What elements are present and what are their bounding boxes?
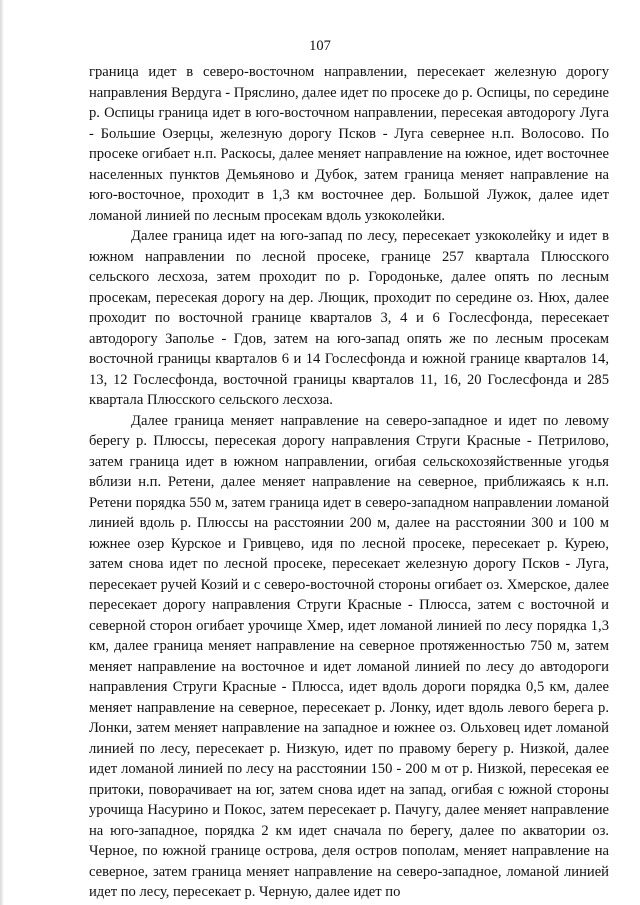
page-edge-shadow (0, 0, 4, 905)
document-body (89, 62, 609, 903)
paragraph: Далее граница идет на юго-запад по лесу, пересекает узкоколейку и идет в южном направлении по лесной просеке, границе 257 квартала Плюсского сельского лесхоза, затем проходит по р. Городоньке, далее опять по лесным просекам, пересекая дорогу на дер. Лющик, проходит по середине оз. Нюх, далее проходит по восточной границе кварталов 3, 4 и 6 Гослесфонда, пересекает автодорогу Заполье - Гдов, затем на юго-запад опять же по лесным просекам восточной границы кварталов 6 и 14 Гослесфонда и южной границе кварталов 14, 13, 12 Гослесфонда, восточной границы кварталов 11, 16, 20 Гослесфонда и 285 квартала Плюсского сельского лесхоза. (89, 228, 609, 408)
paragraph-continuation: граница идет в северо-восточном направлении, пересекает железную дорогу направления Вердуга - Пряслино, далее идет по просеке до р. Оспицы, по середине р. Оспицы граница идет в юго-восточном направлении, пересекая автодорогу Луга - Большие Озерцы, железную дорогу Псков - Луга севернее н.п. Волосово. По просеке огибает н.п. Раскосы, далее меняет направление на южное, идет восточнее населенных пунктов Демьяново и Дубок, затем граница меняет направление на юго-восточное, проходит в 1,3 км восточнее дер. Большой Лужок, далее идет ломаной линией по лесным просекам вдоль узкоколейки. (89, 64, 609, 224)
page-number: 107 (309, 38, 331, 54)
paragraph: Далее граница меняет направление на северо-западное и идет по левому берегу р. Плюссы, пересекая дорогу направления Струги Красные - Петрилово, затем граница идет в южном направлении, огибая сельскохозяйственные угодья вблизи н.п. Ретени, далее меняет направление на северное, приближаясь к н.п. Ретени порядка 550 м, затем граница идет в северо-западном направлении ломаной линией вдоль р. Плюссы на расстоянии 200 м, далее на расстоянии 300 и 100 м южнее озер Курское и Гривцево, идя по лесной просеке, пересекает р. Курею, затем снова идет по лесной просеке, пересекает железную дорогу Псков - Луга, пересекает ручей Козий и с северо-восточной стороны огибает оз. Хмерское, далее пересекает дорогу направления Струги Красные - Плюсса, затем с восточной и северной сторон огибает урочище Хмер, идет ломаной линией по лесу порядка 1,3 км, далее граница меняет направление на северное протяженностью 750 м, затем меняет направление на восточное и идет ломаной линией по лесу до автодороги направления Струги Красные - Плюсса, идет вдоль дороги порядка 0,5 км, далее меняет направление на северное, пересекает р. Лонку, идет вдоль левого берега р. Лонки, затем меняет направление на западное и южнее оз. Ольховец идет ломаной линией по лесу, пересекает р. Низкую, идет по правому берегу р. Низкой, далее идет ломаной линией по лесу на расстоянии 150 - 200 м от р. Низкой, пересекая ее притоки, поворачивает на юг, затем снова идет на запад, огибая с южной стороны урочища Насурино и Покос, затем пересекает р. Пачугу, далее меняет направление на юго-западное, порядка 2 км идет сначала по берегу, далее по акватории оз. Черное, по южной границе острова, деля остров пополам, меняет направление на северное, затем граница меняет направление на северо-западное, ломаной линией идет по лесу, пересекает р. Черную, далее идет по (89, 412, 609, 900)
